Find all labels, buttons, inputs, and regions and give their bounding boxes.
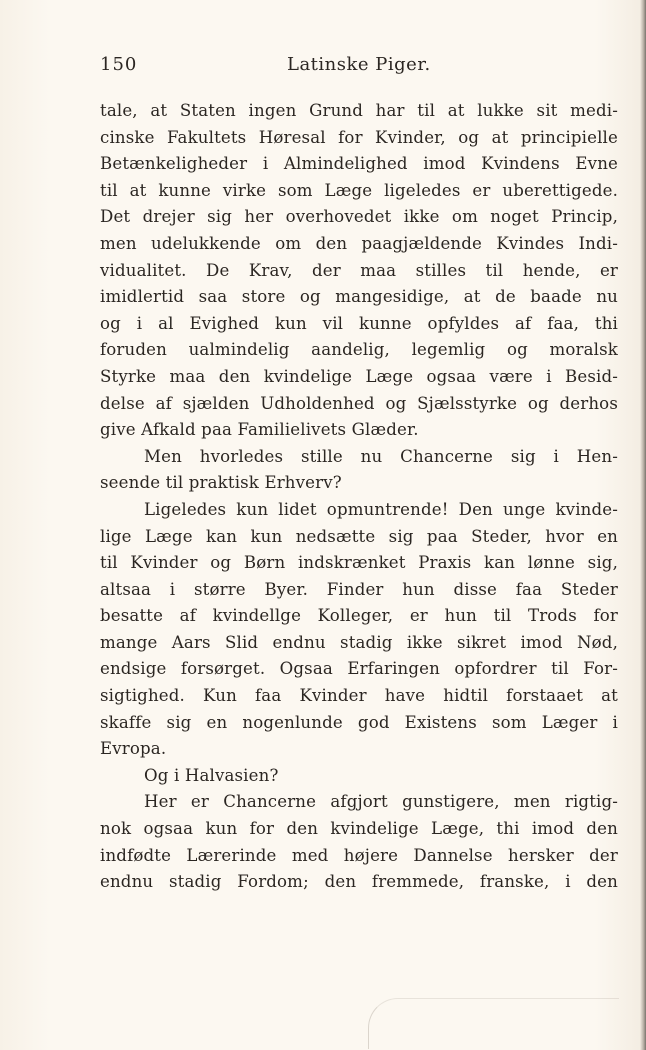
text-line-24: skaffe sig en nogenlunde god Existens som Læger i: [100, 712, 618, 732]
text-line-18: til Kvinder og Børn indskrænket Praxis kan lønne sig,: [100, 553, 618, 573]
text-line-11: Styrke maa den kvindelige Læge ogsaa være i Besid-: [100, 366, 618, 386]
text-line-27: Her er Chancerne afgjort gunstigere, men rigtig-: [144, 792, 618, 812]
text-line-16: Ligeledes kun lidet opmuntrende! Den unge kvinde-: [144, 499, 618, 519]
text-line-4: til at kunne virke som Læge ligeledes er uberettigede.: [100, 180, 618, 200]
text-line-3: Betænkeligheder i Almindelighed imod Kvindens Evne: [100, 154, 618, 174]
page-header: [100, 54, 620, 84]
body-text: [100, 98, 618, 896]
running-title: Latinske Piger.: [287, 54, 431, 75]
text-line-29: indfødte Lærerinde med højere Dannelse hersker der: [100, 845, 618, 865]
text-line-14: Men hvorledes stille nu Chancerne sig i Hen-: [144, 446, 618, 466]
text-line-20: besatte af kvindellge Kolleger, er hun til Trods for: [100, 606, 618, 626]
text-line-21: mange Aars Slid endnu stadig ikke sikret imod Nød,: [100, 632, 618, 652]
text-line-26: Og i Halvasien?: [144, 765, 279, 785]
text-line-12: delse af sjælden Udholdenhed og Sjælsstyrke og derhos: [100, 393, 618, 413]
text-line-2: cinske Fakultets Høresal for Kvinder, og at principielle: [100, 127, 618, 147]
text-line-5: Det drejer sig her overhovedet ikke om noget Princip,: [100, 207, 618, 227]
text-line-28: nok ogsaa kun for den kvindelige Læge, thi imod den: [100, 819, 618, 839]
text-line-7: vidualitet. De Krav, der maa stilles til hende, er: [100, 260, 618, 280]
text-line-6: men udelukkende om den paagjældende Kvindes Indi-: [100, 233, 618, 253]
text-line-22: endsige forsørget. Ogsaa Erfaringen opfordrer til For-: [100, 659, 618, 679]
text-line-23: sigtighed. Kun faa Kvinder have hidtil forstaaet at: [100, 686, 618, 706]
text-line-8: imidlertid saa store og mangesidige, at de baade nu: [100, 287, 618, 307]
text-line-1: tale, at Staten ingen Grund har til at lukke sit medi-: [100, 101, 618, 120]
page-number: 150: [100, 54, 138, 75]
text-line-19: altsaa i større Byer. Finder hun disse faa Steder: [100, 579, 618, 599]
text-line-15: seende til praktisk Erhverv?: [100, 473, 342, 493]
text-line-17: lige Læge kan kun nedsætte sig paa Steder, hvor en: [100, 526, 618, 546]
text-line-9: og i al Evighed kun vil kunne opfyldes af faa, thi: [100, 313, 618, 333]
text-line-25: Evropa.: [100, 739, 167, 759]
page-fold-mark: [368, 998, 619, 1049]
text-line-10: foruden ualmindelig aandelig, legemlig og moralsk: [100, 340, 618, 360]
text-line-30: endnu stadig Fordom; den fremmede, franske, i den: [100, 872, 618, 892]
text-line-13: give Afkald paa Familielivets Glæder.: [100, 420, 419, 440]
page-edge-shadow: [640, 0, 646, 1050]
